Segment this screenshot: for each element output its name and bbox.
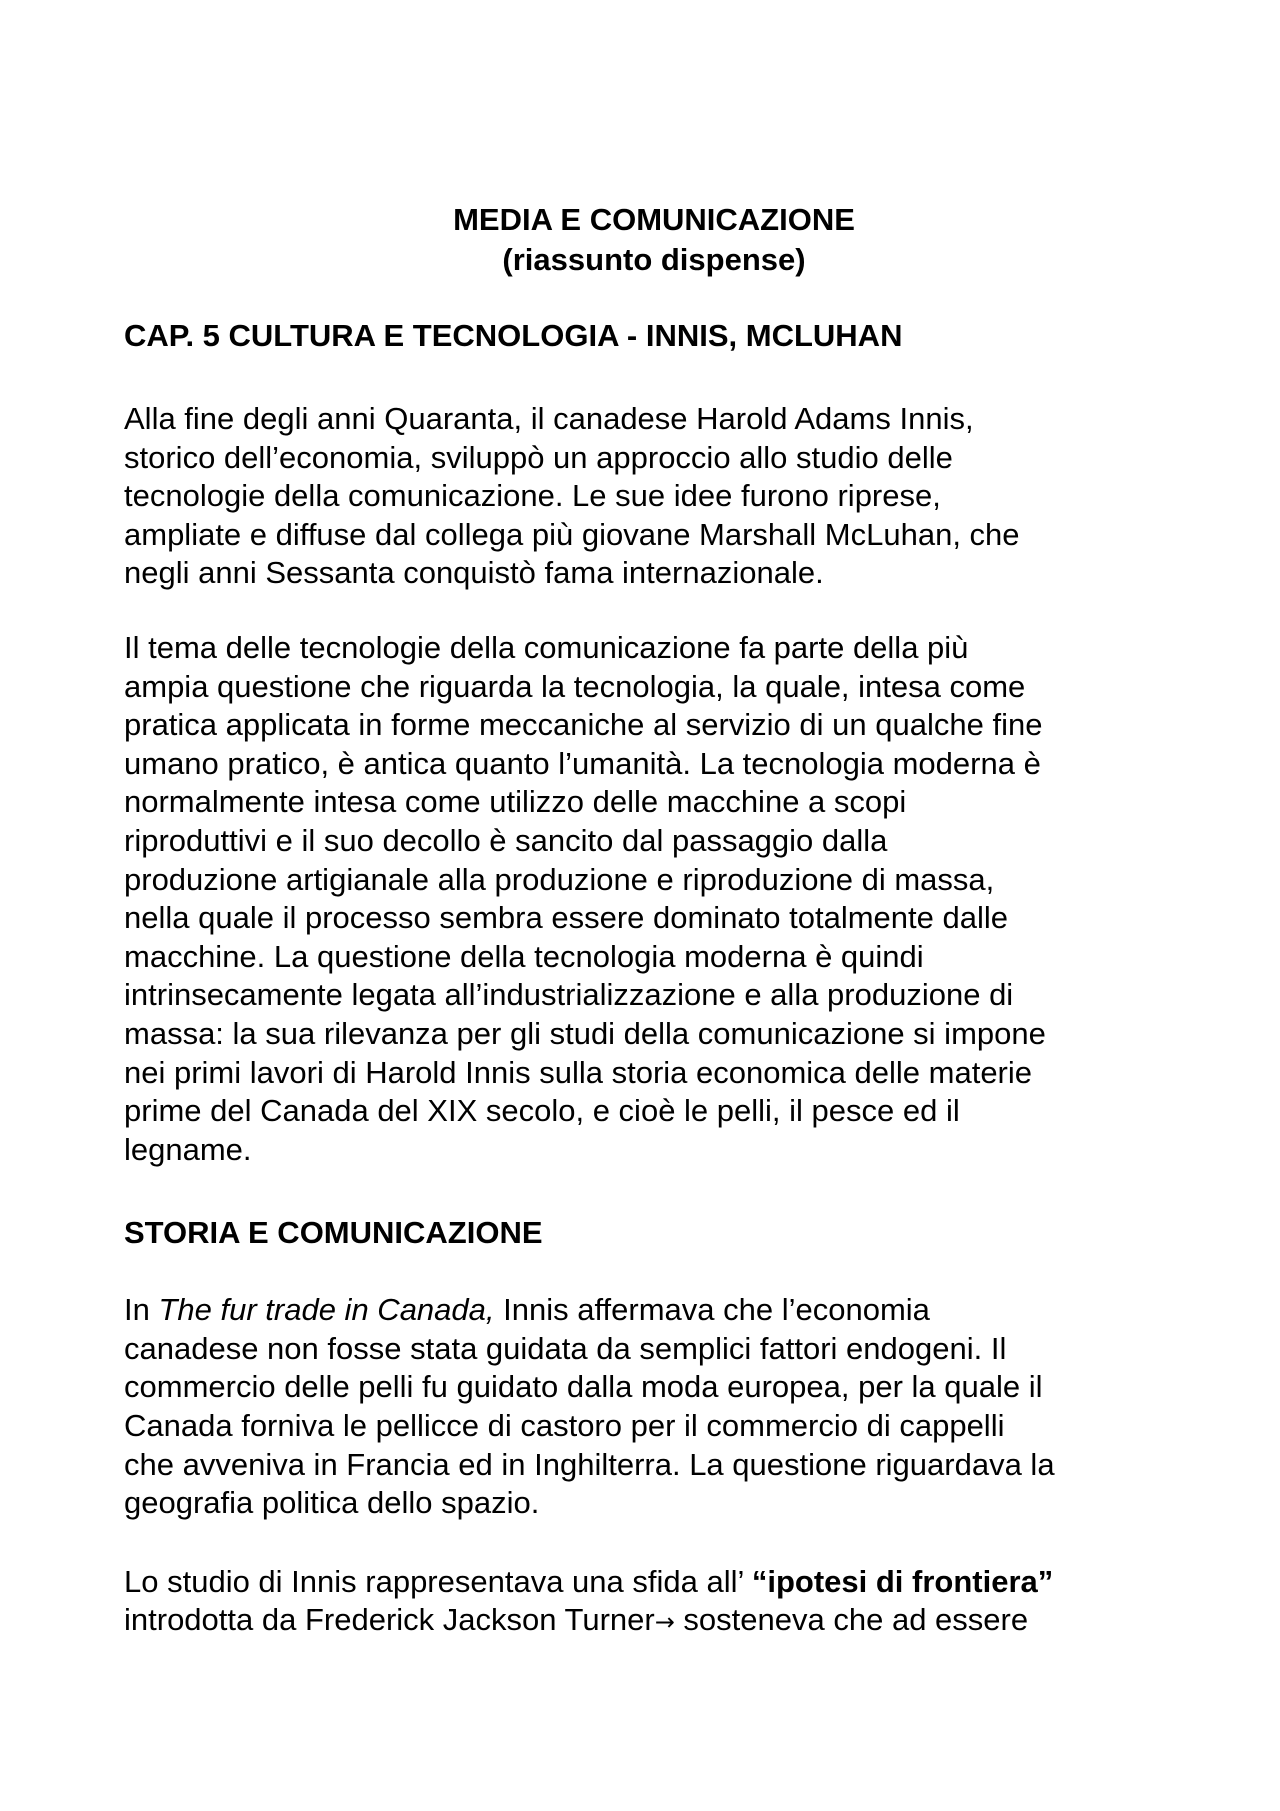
- text-line: tecnologie della comunicazione. Le sue idee furono riprese,: [124, 478, 941, 514]
- text-line: legname.: [124, 1131, 252, 1167]
- text-line: nella quale il processo sembra essere dominato totalmente dalle: [124, 900, 1008, 936]
- text-line: umano pratico, è antica quanto l’umanità. La tecnologia moderna è: [124, 745, 1041, 781]
- text-line: negli anni Sessanta conquistò fama internazionale.: [124, 555, 824, 591]
- text-line: pratica applicata in forme meccaniche al servizio di un qualche fine: [124, 707, 1043, 743]
- text-line: Canada forniva le pellicce di castoro per il commercio di cappelli: [124, 1408, 1005, 1444]
- text-fragment: Lo studio di Innis rappresentava una sfida all’: [124, 1563, 752, 1599]
- text-line: ampia questione che riguarda la tecnologia, la quale, intesa come: [124, 668, 1026, 704]
- text-line: storico dell’economia, sviluppò un approccio allo studio delle: [124, 439, 953, 475]
- text-line: produzione artigianale alla produzione e riproduzione di massa,: [124, 861, 995, 897]
- bold-term: “ipotesi di frontiera”: [751, 1563, 1054, 1599]
- text-line: [124, 1601, 1184, 1642]
- document-page: [124, 200, 1184, 1642]
- text-fragment: Innis affermava che l’economia: [494, 1292, 930, 1328]
- book-title: The fur trade in Canada,: [158, 1292, 495, 1328]
- text-line: macchine. La questione della tecnologia moderna è quindi: [124, 938, 924, 974]
- chapter-paragraph-2: [124, 629, 1184, 1169]
- document-title: MEDIA E COMUNICAZIONE: [453, 202, 855, 237]
- chapter-paragraph-1: [124, 400, 1184, 593]
- section-paragraph-2: [124, 1563, 1184, 1642]
- text-line: intrinsecamente legata all’industrializzazione e alla produzione di: [124, 977, 1014, 1013]
- text-line: normalmente intesa come utilizzo delle macchine a scopi: [124, 784, 907, 820]
- text-line: Il tema delle tecnologie della comunicazione fa parte della più: [124, 629, 969, 665]
- text-fragment: In: [124, 1292, 159, 1328]
- text-line: riproduttivi e il suo decollo è sancito dal passaggio dalla: [124, 822, 888, 858]
- text-line: massa: la sua rilevanza per gli studi della comunicazione si impone: [124, 1015, 1046, 1051]
- text-fragment: sosteneva che ad essere: [674, 1602, 1029, 1638]
- text-line: geografia politica dello spazio.: [124, 1485, 540, 1521]
- chapter-heading: CAP. 5 CULTURA E TECNOLOGIA - INNIS, MCLUHAN: [124, 318, 903, 353]
- text-fragment: introdotta da Frederick Jackson Turner: [124, 1602, 655, 1638]
- text-line: canadese non fosse stata guidata da semplici fattori endogeni. Il: [124, 1330, 1007, 1366]
- text-line: che avveniva in Francia ed in Inghilterra. La questione riguardava la: [124, 1446, 1055, 1482]
- section-heading-storia: STORIA E COMUNICAZIONE: [124, 1215, 543, 1251]
- text-line: prime del Canada del XIX secolo, e cioè le pelli, il pesce ed il: [124, 1093, 960, 1129]
- section-paragraph-1: [124, 1291, 1184, 1523]
- text-line: commercio delle pelli fu guidato dalla moda europea, per la quale il: [124, 1369, 1043, 1405]
- text-line: ampliate e diffuse dal collega più giovane Marshall McLuhan, che: [124, 516, 1020, 552]
- document-subtitle: (riassunto dispense): [502, 242, 806, 277]
- text-line: Alla fine degli anni Quaranta, il canadese Harold Adams Innis,: [124, 401, 974, 436]
- text-line: nei primi lavori di Harold Innis sulla storia economica delle materie: [124, 1054, 1033, 1090]
- text-line: [124, 1563, 1184, 1602]
- arrow-right-icon: →: [654, 1608, 675, 1637]
- text-line: [124, 1291, 1184, 1330]
